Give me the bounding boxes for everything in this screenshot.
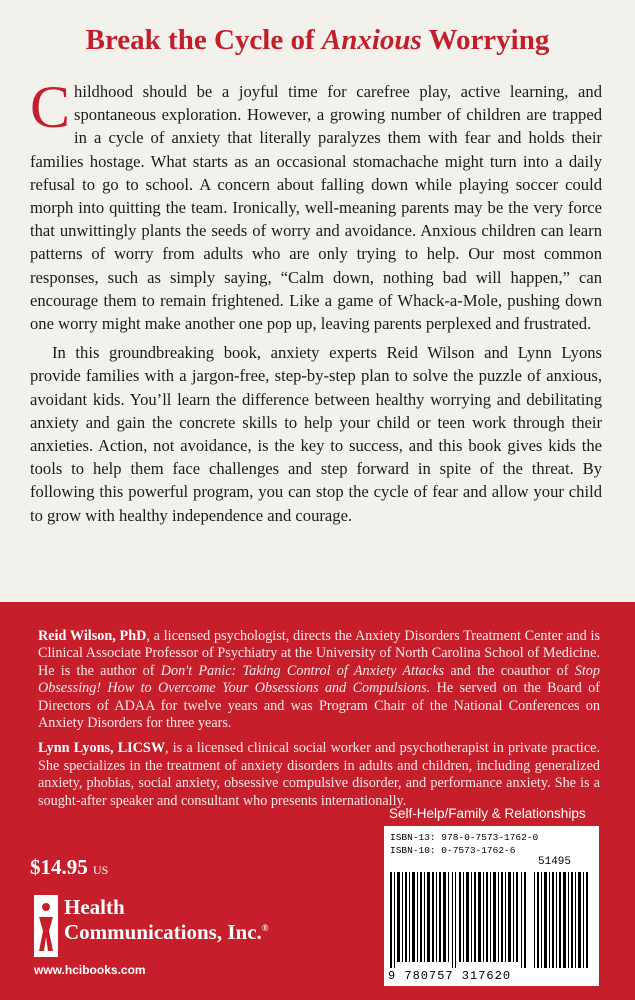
barcode-main-bars (388, 872, 528, 968)
author-bio-lynn-lyons: Lynn Lyons, LICSW, is a licensed clinical social worker and psychotherapist in private practice. She specializes in the treatment of anxiety disorders in adults and children, including generalized anxiety, phobias, social anxiety, obsessive compulsive disorder, and performance anxiety. She is a sought-after speaker and consultant who presents internationally. (38, 740, 600, 809)
author-bio-reid-wilson: Reid Wilson, PhD, a licensed psychologist, directs the Anxiety Disorders Treatment Center and is Clinical Associate Professor of Psychiatry at the University of North Carolina School of Medicine. He is the author of Don't Panic: Taking Control of Anxiety Attacks and the coauthor of Stop Obsessing! How to Overcome Your Obsessions and Compulsions. He served on the Board of Directors of ADAA for twelve years and was Program Chair of the National Conferences on Anxiety Disorders for three years. (38, 628, 600, 732)
author-bios (38, 628, 600, 818)
barcode-digits: 9 780757 317620 (388, 969, 512, 983)
description-paragraph-1: Childhood should be a joyful time for carefree play, active learning, and spontaneous exploration. However, a growing number of children are trapped in a cycle of anxiety that literally paralyzes them with fear and holds their families hostage. What starts as an occasional stomachache might turn into a daily refusal to go to school. A concern about falling down while playing soccer could morph into quitting the team. Ironically, well-meaning parents may be the very force that unwittingly plants the seeds of worry and avoidance. Anxious children can learn patterns of worry from adults who are only trying to help. Our most common responses, such as simply saying, “Calm down, nothing bad will happen,” can encourage them to remain frightened. Like a game of Whack-a-Mole, pushing down one worry might make another one pop up, leaving parents perplexed and frustrated. (30, 74, 602, 334)
isbn-13: ISBN-13: 978-0-7573-1762-0 (390, 832, 539, 843)
description-text (30, 74, 602, 527)
description-paragraph-2: In this groundbreaking book, anxiety experts Reid Wilson and Lynn Lyons provide families with a jargon-free, step-by-step plan to solve the puzzle of anxious, avoidant kids. You’ll learn the difference between healthy worrying and debilitating anxiety and gain the concrete skills to help your child or teen work through their anxieties. Action, not avoidance, is the key to success, and this book gives kids the tools to help them face challenges and step forward in spite of the threat. By following this powerful program, you can stop the cycle of fear and allow your child to grow with healthy independence and courage. (30, 343, 602, 525)
publisher-url: www.hcibooks.com (34, 963, 146, 977)
barcode-addon-bars (532, 872, 592, 968)
category-label: Self-Help/Family & Relationships (389, 806, 586, 821)
isbn-10: ISBN-10: 0-7573-1762-6 (390, 845, 516, 856)
barcode-addon-number: 51495 (538, 856, 572, 868)
publisher-logo-icon (34, 895, 58, 957)
publisher-name: Health Communications, Inc.® (64, 895, 269, 944)
headline: Break the Cycle of Anxious Worrying (85, 24, 550, 56)
barcode (384, 826, 599, 986)
drop-cap: C (30, 74, 71, 140)
price: $14.95 US (30, 855, 109, 879)
